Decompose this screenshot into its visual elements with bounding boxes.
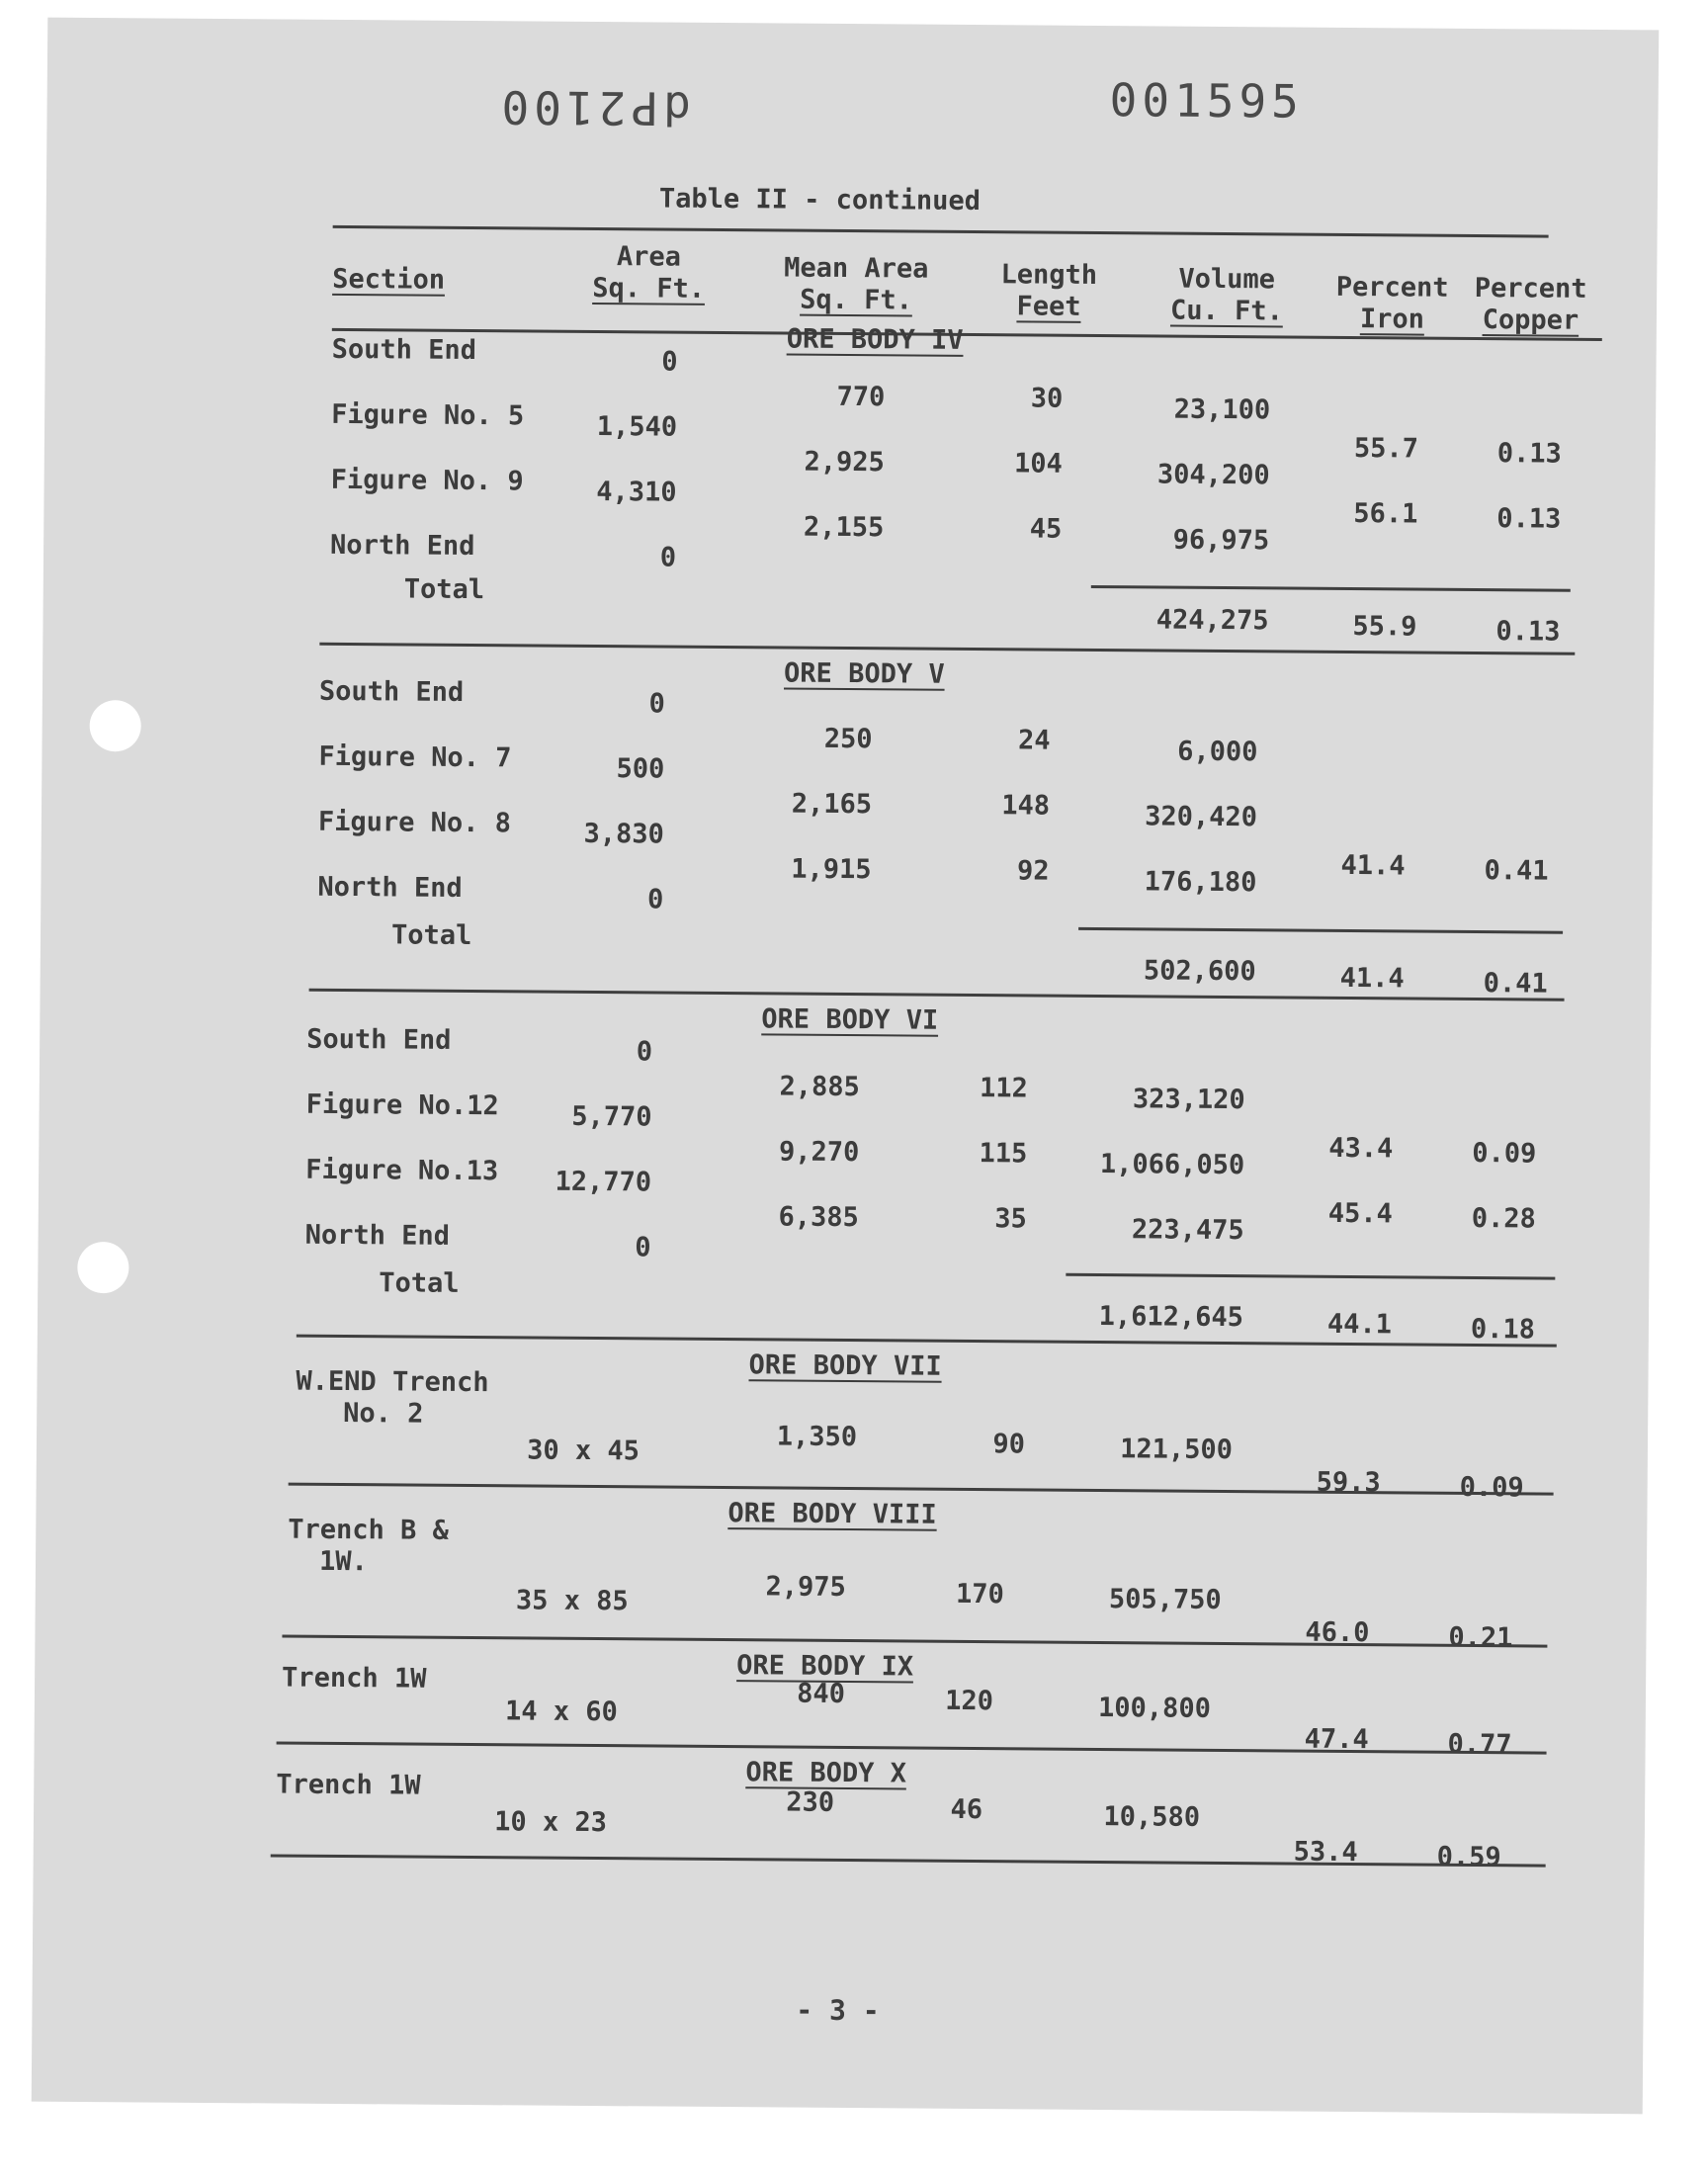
volume-value: 223,475 bbox=[1131, 1214, 1244, 1247]
page-number: - 3 - bbox=[796, 1993, 880, 2028]
length-value: 30 bbox=[1030, 383, 1064, 414]
length-value: 148 bbox=[1001, 790, 1051, 822]
subtotal-rule bbox=[1091, 585, 1571, 592]
area-value: 12,770 bbox=[555, 1166, 652, 1198]
section-label: Figure No. 9 bbox=[330, 464, 524, 497]
total-volume: 502,600 bbox=[1143, 955, 1256, 988]
mean-area-value: 6,385 bbox=[778, 1201, 859, 1234]
header-area: Area Sq. Ft. bbox=[592, 241, 706, 304]
area-value: 0 bbox=[635, 1232, 651, 1263]
punch-hole-lower bbox=[77, 1242, 128, 1293]
table-title: Table II - continued bbox=[658, 183, 982, 218]
volume-value: 304,200 bbox=[1156, 459, 1270, 491]
mean-area-value: 2,975 bbox=[765, 1571, 846, 1604]
area-value: 1,540 bbox=[596, 411, 678, 443]
copper-value: 0.28 bbox=[1471, 1202, 1536, 1235]
mean-area-value: 250 bbox=[823, 723, 873, 755]
total-label: Total bbox=[379, 1267, 460, 1299]
mean-area-value: 1,350 bbox=[776, 1421, 858, 1453]
length-value: 92 bbox=[1016, 855, 1050, 887]
area-value: 35 x 85 bbox=[515, 1585, 629, 1617]
header-iron: Percent Iron bbox=[1335, 271, 1449, 335]
ore-body-title: ORE BODY VI bbox=[761, 1003, 939, 1036]
mean-area-value: 2,885 bbox=[779, 1071, 860, 1103]
iron-value: 47.4 bbox=[1304, 1723, 1369, 1756]
total-iron: 44.1 bbox=[1326, 1308, 1393, 1341]
section-label: South End bbox=[331, 333, 477, 367]
section-label: South End bbox=[306, 1023, 452, 1056]
copper-value: 0.77 bbox=[1447, 1728, 1512, 1761]
total-iron: 41.4 bbox=[1339, 962, 1405, 995]
volume-value: 100,800 bbox=[1097, 1693, 1212, 1724]
iron-value: 43.4 bbox=[1328, 1132, 1394, 1165]
volume-value: 121,500 bbox=[1120, 1434, 1234, 1466]
volume-value: 10,580 bbox=[1103, 1801, 1201, 1833]
total-copper: 0.41 bbox=[1483, 968, 1548, 1000]
stamp-left: dP2100 bbox=[496, 80, 691, 135]
punch-hole-upper bbox=[89, 700, 140, 751]
section-label: Figure No.12 bbox=[305, 1088, 499, 1122]
copper-value: 0.59 bbox=[1436, 1841, 1501, 1873]
length-value: 115 bbox=[979, 1138, 1028, 1170]
iron-value: 41.4 bbox=[1340, 849, 1406, 882]
volume-value: 176,180 bbox=[1144, 866, 1257, 899]
length-value: 112 bbox=[979, 1073, 1028, 1104]
area-value: 30 x 45 bbox=[527, 1435, 640, 1467]
subtotal-rule bbox=[1066, 1273, 1555, 1280]
total-label: Total bbox=[403, 573, 485, 606]
mean-area-value: 770 bbox=[836, 381, 886, 413]
section-label: North End bbox=[304, 1219, 451, 1252]
section-label: Trench 1W bbox=[276, 1769, 421, 1801]
subtotal-rule bbox=[1078, 927, 1563, 934]
section-label: Figure No. 8 bbox=[317, 806, 512, 839]
ore-body-title: ORE BODY IV bbox=[786, 323, 964, 356]
copper-value: 0.09 bbox=[1472, 1137, 1537, 1170]
iron-value: 53.4 bbox=[1293, 1836, 1358, 1869]
header-mean-area: Mean Area Sq. Ft. bbox=[784, 252, 929, 316]
section-label: North End bbox=[329, 529, 475, 563]
area-value: 14 x 60 bbox=[504, 1696, 618, 1728]
header-volume: Volume Cu. Ft. bbox=[1169, 263, 1284, 327]
length-value: 170 bbox=[955, 1578, 1004, 1610]
mean-area-value: 2,165 bbox=[791, 788, 873, 821]
total-copper: 0.18 bbox=[1470, 1313, 1536, 1346]
area-value: 3,830 bbox=[583, 818, 664, 850]
volume-value: 23,100 bbox=[1173, 393, 1271, 426]
section-label: Trench 1W bbox=[281, 1662, 427, 1695]
total-iron: 55.9 bbox=[1352, 611, 1417, 643]
section-label: Trench B & 1W. bbox=[288, 1514, 449, 1578]
length-value: 24 bbox=[1017, 725, 1051, 756]
total-volume: 424,275 bbox=[1155, 604, 1269, 637]
length-value: 45 bbox=[1029, 513, 1063, 545]
volume-value: 6,000 bbox=[1177, 736, 1258, 768]
header-length: Length Feet bbox=[1000, 259, 1098, 322]
section-rule bbox=[319, 643, 1575, 655]
header-section: Section bbox=[332, 263, 446, 296]
section-label: South End bbox=[318, 675, 465, 708]
section-label: W.END Trench No. 2 bbox=[296, 1365, 489, 1430]
length-value: 104 bbox=[1013, 448, 1063, 479]
section-label: Figure No. 5 bbox=[331, 398, 525, 432]
mean-area-value: 230 bbox=[786, 1786, 835, 1818]
area-value: 10 x 23 bbox=[494, 1806, 608, 1839]
mean-area-value: 9,270 bbox=[778, 1136, 860, 1169]
mean-area-value: 840 bbox=[797, 1678, 846, 1710]
volume-value: 505,750 bbox=[1108, 1584, 1222, 1616]
copper-value: 0.13 bbox=[1496, 438, 1563, 470]
section-label: North End bbox=[317, 871, 463, 904]
copper-value: 0.13 bbox=[1496, 503, 1562, 535]
length-value: 46 bbox=[950, 1793, 983, 1826]
volume-value: 1,066,050 bbox=[1099, 1149, 1245, 1181]
area-value: 0 bbox=[646, 884, 664, 915]
length-value: 35 bbox=[994, 1203, 1027, 1235]
area-value: 0 bbox=[648, 688, 665, 720]
mean-area-value: 2,925 bbox=[804, 446, 885, 478]
volume-value: 320,420 bbox=[1145, 801, 1258, 833]
ore-body-title: ORE BODY IX bbox=[736, 1650, 914, 1683]
area-value: 0 bbox=[661, 346, 678, 378]
area-value: 0 bbox=[659, 542, 677, 573]
copper-value: 0.41 bbox=[1484, 855, 1549, 887]
volume-value: 96,975 bbox=[1172, 524, 1270, 557]
copper-value: 0.09 bbox=[1459, 1471, 1524, 1504]
iron-value: 56.1 bbox=[1353, 498, 1418, 530]
total-volume: 1,612,645 bbox=[1098, 1301, 1244, 1334]
volume-value: 323,120 bbox=[1132, 1084, 1245, 1116]
iron-value: 45.4 bbox=[1327, 1197, 1393, 1230]
iron-value: 46.0 bbox=[1305, 1616, 1370, 1649]
copper-value: 0.21 bbox=[1448, 1621, 1513, 1654]
ore-body-title: ORE BODY VIII bbox=[727, 1498, 937, 1530]
area-value: 500 bbox=[616, 753, 665, 785]
ore-body-title: ORE BODY VII bbox=[748, 1349, 942, 1382]
iron-value: 55.7 bbox=[1353, 433, 1419, 465]
section-label: Figure No.13 bbox=[305, 1154, 499, 1187]
document-page bbox=[32, 18, 1660, 2115]
stamp-right: 001595 bbox=[1109, 73, 1305, 129]
total-copper: 0.13 bbox=[1495, 616, 1561, 648]
ore-body-title: ORE BODY X bbox=[745, 1757, 907, 1789]
length-value: 120 bbox=[945, 1685, 994, 1717]
area-value: 4,310 bbox=[596, 477, 677, 508]
iron-value: 59.3 bbox=[1316, 1466, 1381, 1499]
ore-body-title: ORE BODY V bbox=[783, 657, 945, 690]
table-top-rule bbox=[333, 225, 1549, 238]
area-value: 0 bbox=[636, 1036, 653, 1068]
mean-area-value: 1,915 bbox=[791, 853, 872, 886]
section-label: Figure No. 7 bbox=[318, 740, 512, 774]
length-value: 90 bbox=[992, 1429, 1026, 1460]
total-label: Total bbox=[390, 919, 472, 952]
mean-area-value: 2,155 bbox=[803, 511, 885, 544]
header-copper: Percent Copper bbox=[1474, 272, 1587, 336]
area-value: 5,770 bbox=[571, 1100, 652, 1133]
